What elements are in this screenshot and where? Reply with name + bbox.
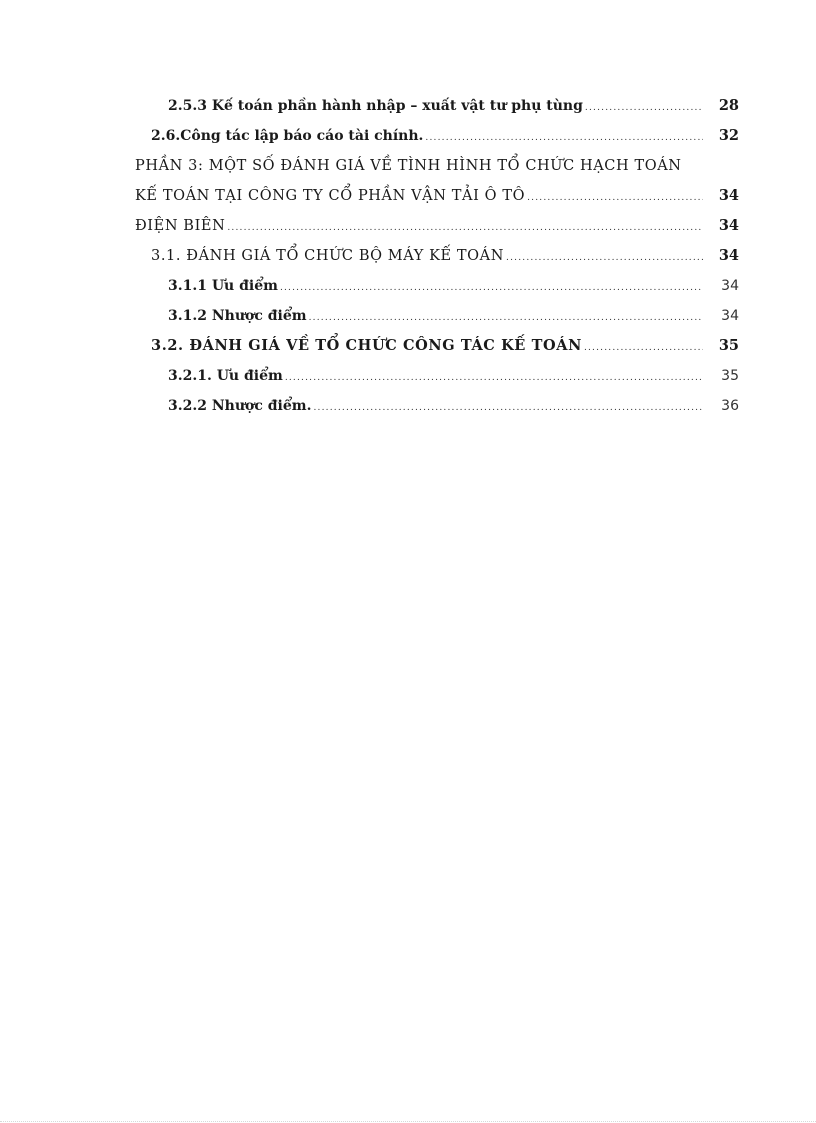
toc-entry-title: 3.2.1. Ưu điểm [168,368,283,384]
toc-leader-dots [527,183,703,213]
toc-leader-dots [585,93,703,123]
toc-entry-3-2[interactable] [135,331,739,361]
toc-entry-title: ĐIỆN BIÊN [135,218,226,234]
toc-entry-page: 28 [718,97,739,114]
toc-entry-title: 2.5.3 Kế toán phần hành nhập – xuất vật tư phụ tùng [168,98,583,114]
toc-entry-page: 35 [718,337,739,354]
toc-entry-page: 34 [718,217,739,234]
toc-entry-title: KẾ TOÁN TẠI CÔNG TY CỔ PHẦN VẬN TẢI Ô TÔ [135,188,526,204]
toc-entry-3-2-1[interactable] [135,361,739,391]
toc-entry-2-6[interactable] [135,121,739,151]
toc-entry-3-1-1[interactable] [135,271,739,301]
toc-leader-dots [506,243,703,273]
toc-leader-dots [425,123,703,153]
table-of-contents [135,91,739,421]
toc-entry-title: 3.1.1 Ưu điểm [168,278,278,294]
toc-entry-title: 3.2.2 Nhược điểm. [168,398,312,414]
toc-leader-dots [280,273,703,303]
toc-entry-page: 34 [718,247,739,264]
toc-entry-page: 34 [721,308,739,324]
toc-entry-3-1-2[interactable] [135,301,739,331]
toc-entry-phan-3-line-1[interactable] [135,151,739,181]
page-bottom-dotted-rule [0,1121,816,1122]
toc-entry-phan-3-line-2[interactable] [135,181,739,211]
toc-entry-title: 3.1. ĐÁNH GIÁ TỔ CHỨC BỘ MÁY KẾ TOÁN [151,248,505,264]
toc-entry-page: 34 [721,278,739,294]
toc-leader-dots [285,363,703,393]
toc-entry-2-5-3[interactable] [135,91,739,121]
toc-entry-3-1[interactable] [135,241,739,271]
toc-entry-page: 32 [718,127,739,144]
toc-entry-page: 34 [718,187,739,204]
toc-entry-dien-bien[interactable] [135,211,739,241]
toc-leader-dots [584,333,703,363]
toc-entry-page: 35 [721,368,739,384]
toc-entry-title: 3.1.2 Nhược điểm [168,308,307,324]
toc-leader-dots [313,393,703,423]
toc-leader-dots [309,303,703,333]
toc-entry-title: 3.2. ĐÁNH GIÁ VỀ TỔ CHỨC CÔNG TÁC KẾ TOÁN [151,337,582,354]
toc-entry-page: 36 [721,398,739,414]
toc-entry-3-2-2[interactable] [135,391,739,421]
toc-leader-dots [227,213,703,243]
toc-entry-title: PHẦN 3: MỘT SỐ ĐÁNH GIÁ VỀ TÌNH HÌNH TỔ CHỨC HẠCH TOÁN [135,158,682,174]
toc-entry-title: 2.6.Công tác lập báo cáo tài chính. [151,128,424,144]
